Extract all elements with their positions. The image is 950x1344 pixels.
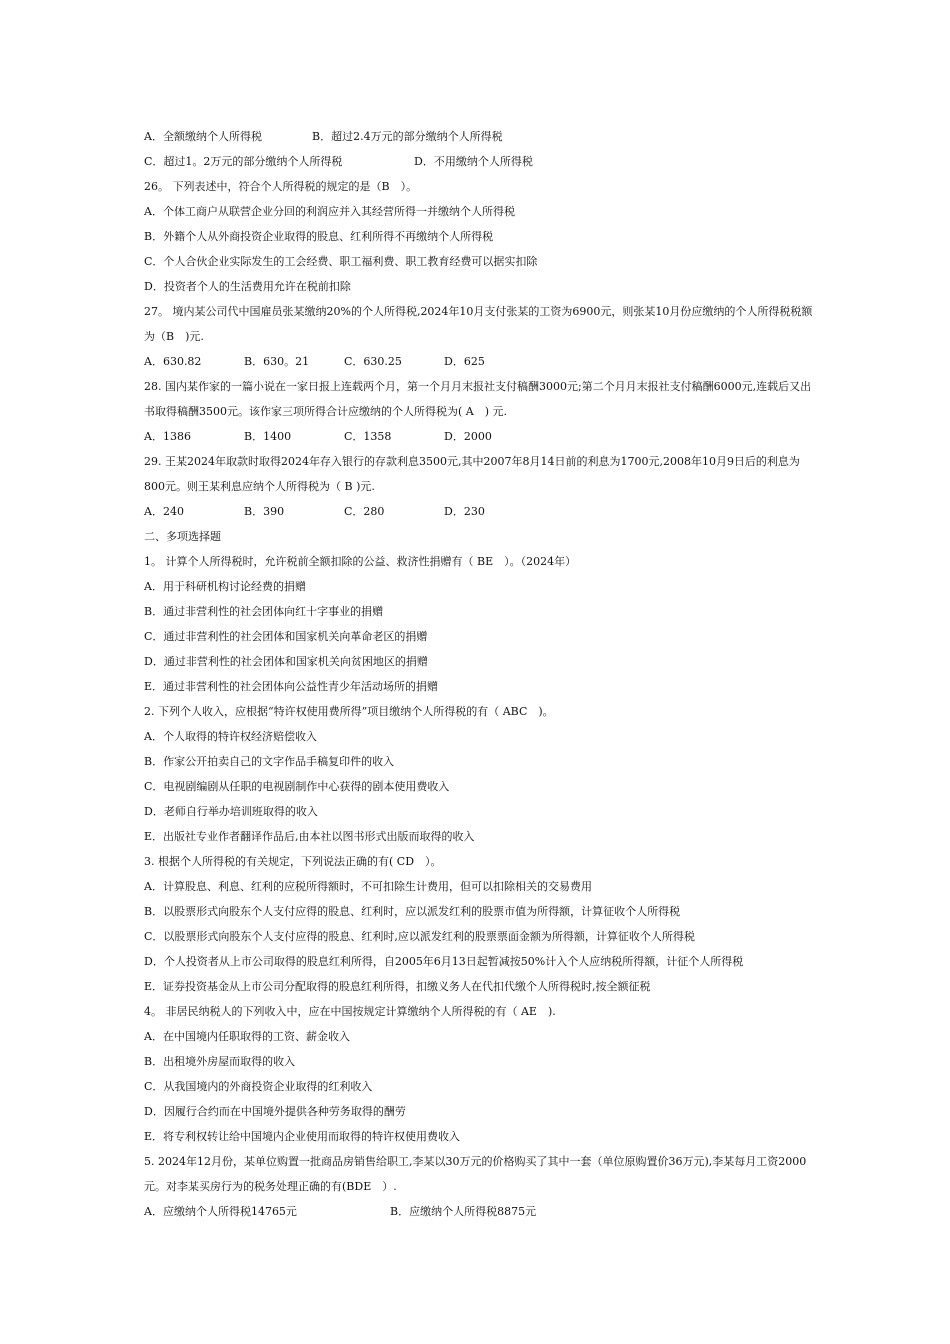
option-text: D．2000 [444, 430, 492, 443]
text-line: C．个人合伙企业实际发生的工会经费、职工福利费、职工教育经费可以据实扣除 [144, 255, 538, 268]
text-line: C．电视剧编剧从任职的电视剧制作中心获得的剧本使用费收入 [144, 780, 450, 793]
text-line: E．出版社专业作者翻译作品后,由本社以图书形式出版而取得的收入 [144, 830, 475, 843]
text-line: D．因履行合约而在中国境外提供各种劳务取得的酬劳 [144, 1105, 406, 1118]
text-line: B．作家公开拍卖自己的文字作品手稿复印件的收入 [144, 755, 395, 768]
option-text: C．280 [344, 505, 385, 518]
text-line: B．出租境外房屋而取得的收入 [144, 1055, 296, 1068]
text-line: A．个体工商户从联营企业分回的利润应并入其经营所得一并缴纳个人所得税 [144, 205, 515, 218]
text-line: 27。 境内某公司代中国雇员张某缴纳20%的个人所得税,2024年10月支付张某的工资为6900元，则张某10月份应缴纳的个人所得税税额为（B )元. [144, 305, 813, 343]
option-text: B．390 [244, 505, 285, 518]
option-text: C．超过1。2万元的部分缴纳个人所得税 [144, 155, 343, 168]
option-text: D．625 [444, 355, 485, 368]
text-line: 4。 非居民纳税人的下列收入中，应在中国按规定计算缴纳个人所得税的有（ AE ). [144, 1005, 556, 1018]
option-text: A．630.82 [144, 355, 202, 368]
option-text: A．240 [144, 505, 184, 518]
text-line: D．通过非营利性的社会团体和国家机关向贫困地区的捐赠 [144, 655, 428, 668]
option-row [144, 124, 816, 149]
text-line: A．计算股息、利息、红利的应税所得额时，不可扣除生计费用，但可以扣除相关的交易费用 [144, 880, 592, 893]
text-line: E．证券投资基金从上市公司分配取得的股息红利所得，扣缴义务人在代扣代缴个人所得税时,按全额征税 [144, 980, 651, 993]
option-text: B．应缴纳个人所得税8875元 [390, 1205, 537, 1218]
text-line: E．将专利权转让给中国境内企业使用而取得的特许权使用费收入 [144, 1130, 461, 1143]
text-line: A．在中国境内任职取得的工资、薪金收入 [144, 1030, 350, 1043]
option-text: A．应缴纳个人所得税14765元 [144, 1205, 297, 1218]
text-line: C．通过非营利性的社会团体和国家机关向革命老区的捐赠 [144, 630, 428, 643]
option-text: D．不用缴纳个人所得税 [414, 155, 533, 168]
text-line: 二、多项选择题 [144, 530, 221, 543]
option-text: B．630。21 [244, 355, 310, 368]
text-line: D．个人投资者从上市公司取得的股息红利所得，自2005年6月13日起暂减按50%计入个人应纳税所得额，计征个人所得税 [144, 955, 744, 968]
text-line: 26。 下列表述中，符合个人所得税的规定的是（B ）。 [144, 180, 418, 193]
text-line: C．从我国境内的外商投资企业取得的红利收入 [144, 1080, 373, 1093]
text-line: 2. 下列个人收入，应根据“特许权使用费所得”项目缴纳个人所得税的有（ ABC )。 [144, 705, 554, 718]
text-line: 5. 2024年12月份，某单位购置一批商品房销售给职工,李某以30万元的价格购买了其中一套（单位原购置价36万元),李某每月工资2000元。对李某买房行为的税务处理正确的有(BDE ）. [144, 1155, 807, 1193]
option-row [144, 1199, 816, 1224]
option-row [144, 499, 816, 524]
option-text: A．1386 [144, 430, 191, 443]
option-row [144, 424, 816, 449]
text-line: B．以股票形式向股东个人支付应得的股息、红利时，应以派发红利的股票市值为所得额，计算征收个人所得税 [144, 905, 681, 918]
option-text: C．1358 [344, 430, 392, 443]
text-line: B．通过非营利性的社会团体向红十字事业的捐赠 [144, 605, 384, 618]
text-line: 29. 王某2024年取款时取得2024年存入银行的存款利息3500元,其中2007年8月14日前的利息为1700元,2008年10月9日后的利息为800元。则王某利息应纳个人所得税为（ B )元. [144, 455, 800, 493]
option-row [144, 149, 816, 174]
text-line: 28. 国内某作家的一篇小说在一家日报上连载两个月，第一个月月末报社支付稿酬3000元;第二个月月末报社支付稿酬6000元,连载后又出书取得稿酬3500元。该作家三项所得合计应缴纳的个人所得税为( A ) 元. [144, 380, 812, 418]
option-text: B．1400 [244, 430, 292, 443]
text-line: D．投资者个人的生活费用允许在税前扣除 [144, 280, 351, 293]
text-line: D．老师自行举办培训班取得的收入 [144, 805, 318, 818]
option-text: C．630.25 [344, 355, 402, 368]
option-text: D．230 [444, 505, 485, 518]
text-line: 1。 计算个人所得税时，允许税前全额扣除的公益、救济性捐赠有（ BE ）。（2024年） [144, 555, 577, 568]
text-line: B．外籍个人从外商投资企业取得的股息、红利所得不再缴纳个人所得税 [144, 230, 494, 243]
document-page [144, 124, 816, 1224]
option-row [144, 349, 816, 374]
option-text: A．全额缴纳个人所得税 [144, 130, 262, 143]
text-line: 3. 根据个人所得税的有关规定，下列说法正确的有( CD ）。 [144, 855, 442, 868]
text-line: A．个人取得的特许权经济赔偿收入 [144, 730, 317, 743]
option-text: B．超过2.4万元的部分缴纳个人所得税 [312, 130, 503, 143]
text-line: A．用于科研机构讨论经费的捐赠 [144, 580, 306, 593]
text-line: E．通过非营利性的社会团体向公益性青少年活动场所的捐赠 [144, 680, 439, 693]
text-line: C．以股票形式向股东个人支付应得的股息、红利时,应以派发红利的股票票面金额为所得额，计算征收个人所得税 [144, 930, 695, 943]
